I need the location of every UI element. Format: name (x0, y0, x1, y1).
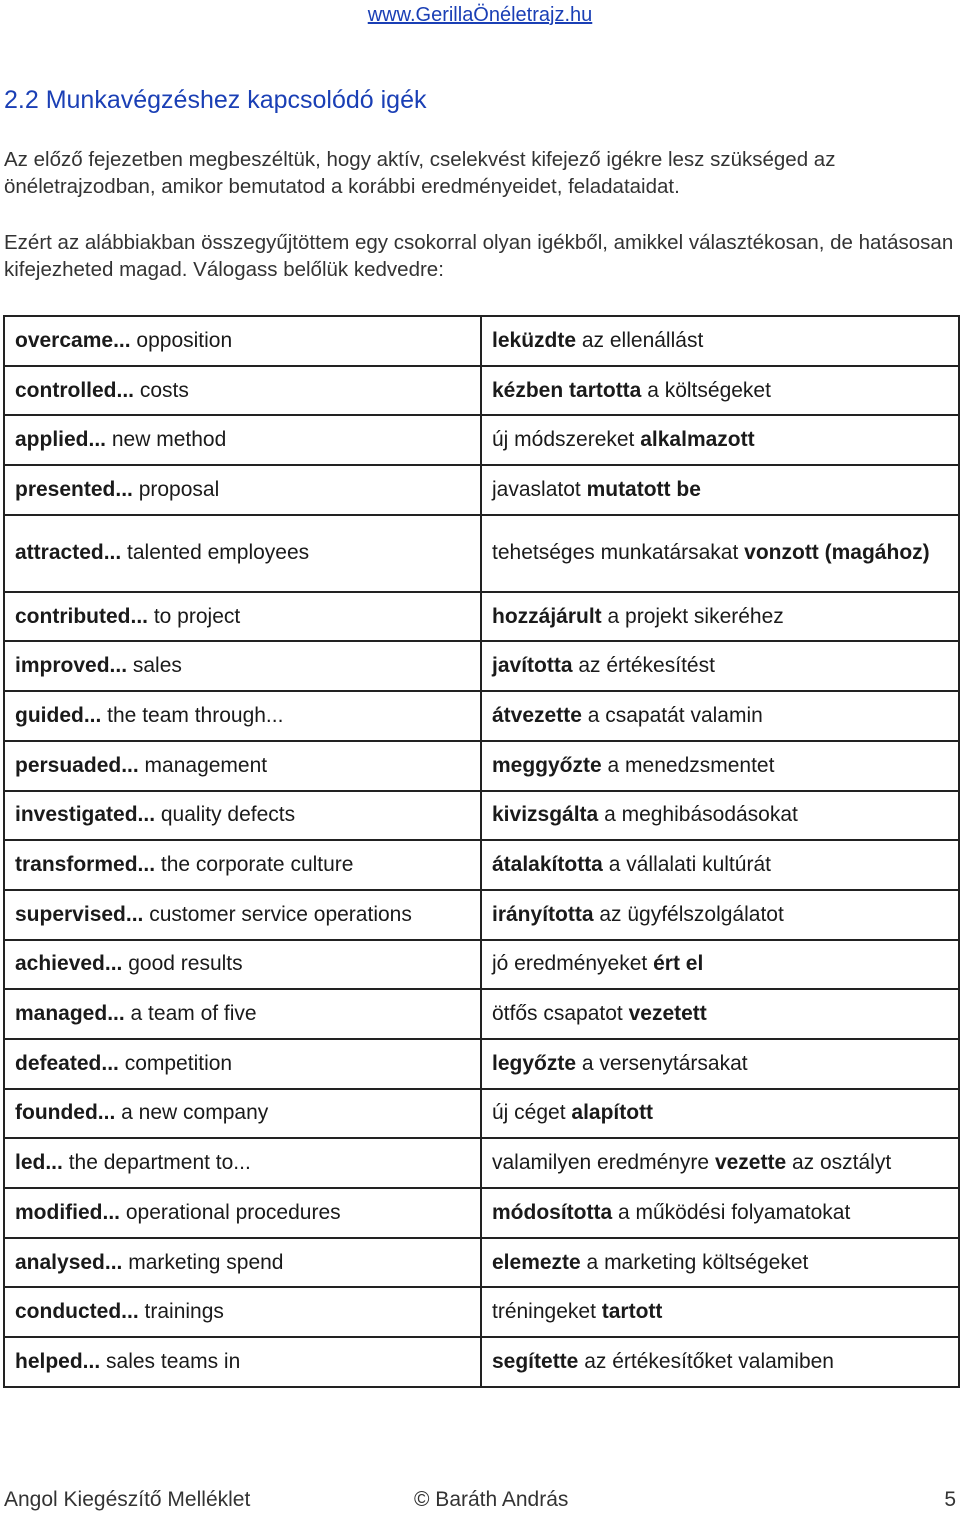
hungarian-verb: kézben tartotta (492, 378, 642, 402)
english-object: a team of five (124, 1002, 257, 1026)
hungarian-translation-cell (481, 316, 959, 366)
english-phrase-cell (4, 791, 481, 841)
verb-table (3, 315, 960, 1388)
table-row (4, 840, 959, 890)
hungarian-text: az ellenállást (576, 328, 704, 352)
english-object: costs (134, 378, 189, 402)
english-phrase-cell (4, 741, 481, 791)
table-row (4, 691, 959, 741)
hungarian-translation-cell (481, 1039, 959, 1089)
english-phrase-cell (4, 316, 481, 366)
table-row (4, 1337, 959, 1387)
english-phrase-cell (4, 1089, 481, 1139)
table-row (4, 741, 959, 791)
section-title: 2.2 Munkavégzéshez kapcsolódó igék (4, 86, 427, 114)
hungarian-verb: mutatott be (586, 477, 701, 501)
english-phrase-cell (4, 1287, 481, 1337)
hungarian-translation-cell (481, 1238, 959, 1288)
footer-document-name: Angol Kiegészítő Melléklet (4, 1488, 251, 1511)
hungarian-verb: vezetett (628, 1002, 707, 1026)
english-object: to project (148, 604, 241, 628)
hungarian-translation-cell (481, 1188, 959, 1238)
hungarian-text: az osztályt (786, 1151, 892, 1175)
hungarian-translation-cell (481, 415, 959, 465)
hungarian-verb: vonzott (magához) (744, 541, 930, 565)
english-verb: investigated... (15, 803, 156, 827)
table-row (4, 1287, 959, 1337)
hungarian-translation-cell (481, 741, 959, 791)
hungarian-text: a menedzsmentet (601, 753, 775, 777)
table-row (4, 641, 959, 691)
table-row (4, 1188, 959, 1238)
hungarian-text: a versenytársakat (576, 1051, 748, 1075)
english-verb: helped... (15, 1349, 101, 1373)
english-verb: supervised... (15, 902, 144, 926)
english-object: the team through... (101, 703, 284, 727)
english-verb: conducted... (15, 1300, 139, 1324)
english-verb: applied... (15, 428, 107, 452)
hungarian-text: a működési folyamatokat (612, 1200, 851, 1224)
hungarian-translation-cell (481, 592, 959, 642)
english-verb: controlled... (15, 378, 135, 402)
english-object: quality defects (155, 803, 296, 827)
english-verb: analysed... (15, 1250, 123, 1274)
table-row (4, 1138, 959, 1188)
english-verb: persuaded... (15, 753, 139, 777)
hungarian-translation-cell (481, 940, 959, 990)
english-phrase-cell (4, 641, 481, 691)
table-row (4, 940, 959, 990)
table-row (4, 415, 959, 465)
hungarian-translation-cell (481, 366, 959, 416)
english-phrase-cell (4, 890, 481, 940)
english-verb: founded... (15, 1101, 116, 1125)
hungarian-translation-cell (481, 791, 959, 841)
english-object: good results (122, 952, 243, 976)
english-object: competition (118, 1051, 233, 1075)
english-object: marketing spend (122, 1250, 284, 1274)
english-phrase-cell (4, 1238, 481, 1288)
hungarian-translation-cell (481, 465, 959, 515)
hungarian-text: javaslatot (492, 477, 587, 501)
english-verb: guided... (15, 703, 102, 727)
hungarian-verb: átalakította (492, 853, 603, 877)
page-footer (4, 1488, 956, 1518)
hungarian-translation-cell (481, 1089, 959, 1139)
english-phrase-cell (4, 465, 481, 515)
hungarian-verb: tartott (601, 1300, 663, 1324)
english-verb: led... (15, 1151, 63, 1175)
english-verb: defeated... (15, 1051, 119, 1075)
hungarian-verb: segítette (492, 1349, 579, 1373)
english-object: sales teams in (100, 1349, 241, 1373)
verb-table-body (4, 316, 959, 1387)
hungarian-text: a költségeket (641, 378, 771, 402)
table-row (4, 791, 959, 841)
english-phrase-cell (4, 940, 481, 990)
english-object: sales (127, 654, 182, 678)
hungarian-translation-cell (481, 1138, 959, 1188)
english-object: talented employees (121, 541, 310, 565)
english-object: a new company (115, 1101, 269, 1125)
hungarian-verb: hozzájárult (492, 604, 602, 628)
hungarian-verb: alapított (571, 1101, 654, 1125)
hungarian-verb: legyőzte (492, 1051, 577, 1075)
hungarian-text: az értékesítőket valamiben (578, 1349, 834, 1373)
english-object: trainings (138, 1300, 224, 1324)
instruction-paragraph: Ezért az alábbiakban összegyűjtöttem egy csokorral olyan igékből, amikkel választékosan, de hatásosan kifejezheted magad. Válogass belőlük kedvedre: (4, 231, 954, 281)
english-phrase-cell (4, 1337, 481, 1387)
hungarian-text: a meghibásodásokat (598, 803, 798, 827)
english-object: new method (106, 428, 227, 452)
hungarian-verb: átvezette (492, 703, 582, 727)
hungarian-text: tréningeket (492, 1300, 602, 1324)
hungarian-text: jó eredményeket (492, 952, 654, 976)
hungarian-verb: vezette (714, 1151, 787, 1175)
table-row (4, 989, 959, 1039)
hungarian-text: a marketing költségeket (580, 1250, 809, 1274)
table-row (4, 465, 959, 515)
table-row (4, 890, 959, 940)
table-row (4, 592, 959, 642)
table-row (4, 366, 959, 416)
hungarian-translation-cell (481, 840, 959, 890)
hungarian-text: valamilyen eredményre (492, 1151, 715, 1175)
english-object: customer service operations (143, 902, 412, 926)
table-row (4, 515, 959, 592)
english-verb: managed... (15, 1002, 125, 1026)
hungarian-verb: meggyőzte (492, 753, 602, 777)
hungarian-translation-cell (481, 890, 959, 940)
hungarian-verb: elemezte (492, 1250, 581, 1274)
hungarian-translation-cell (481, 691, 959, 741)
hungarian-text: a csapatát valamin (581, 703, 763, 727)
english-phrase-cell (4, 415, 481, 465)
english-object: the department to... (62, 1151, 251, 1175)
hungarian-text: az ügyfélszolgálatot (593, 902, 784, 926)
english-verb: transformed... (15, 853, 156, 877)
english-phrase-cell (4, 989, 481, 1039)
hungarian-translation-cell (481, 1337, 959, 1387)
site-link[interactable]: www.GerillaÖnéletrajz.hu (367, 4, 593, 26)
english-phrase-cell (4, 366, 481, 416)
english-object: the corporate culture (155, 853, 354, 877)
page-number: 5 (944, 1488, 956, 1511)
hungarian-translation-cell (481, 515, 959, 592)
hungarian-verb: kivizsgálta (492, 803, 599, 827)
hungarian-text: új módszereket (492, 428, 641, 452)
english-object: opposition (130, 328, 233, 352)
table-row (4, 1039, 959, 1089)
hungarian-verb: leküzdte (492, 328, 577, 352)
english-phrase-cell (4, 515, 481, 592)
hungarian-translation-cell (481, 641, 959, 691)
hungarian-text: ötfős csapatot (492, 1002, 629, 1026)
english-verb: improved... (15, 654, 128, 678)
english-object: proposal (132, 477, 220, 501)
english-verb: modified... (15, 1200, 120, 1224)
hungarian-verb: módosította (492, 1200, 613, 1224)
hungarian-translation-cell (481, 1287, 959, 1337)
hungarian-text: új céget (492, 1101, 572, 1125)
english-verb: attracted... (15, 541, 122, 565)
hungarian-text: tehetséges munkatársakat (492, 541, 745, 565)
english-verb: contributed... (15, 604, 148, 628)
hungarian-text: az értékesítést (572, 654, 715, 678)
english-phrase-cell (4, 1138, 481, 1188)
english-phrase-cell (4, 691, 481, 741)
table-row (4, 316, 959, 366)
english-object: operational procedures (120, 1200, 341, 1224)
hungarian-verb: alkalmazott (640, 428, 755, 452)
hungarian-verb: javította (492, 654, 573, 678)
english-phrase-cell (4, 592, 481, 642)
intro-paragraph: Az előző fejezetben megbeszéltük, hogy aktív, cselekvést kifejező igékre lesz szükséged az önéletrajzodban, amikor bemutatod a korábbi eredményeidet, feladataidat. (4, 148, 836, 198)
english-verb: overcame... (15, 328, 131, 352)
english-verb: achieved... (15, 952, 123, 976)
english-verb: presented... (15, 477, 133, 501)
hungarian-verb: ért el (653, 952, 704, 976)
hungarian-verb: irányította (492, 902, 594, 926)
hungarian-text: a vállalati kultúrát (602, 853, 771, 877)
table-row (4, 1238, 959, 1288)
english-phrase-cell (4, 1188, 481, 1238)
hungarian-translation-cell (481, 989, 959, 1039)
english-phrase-cell (4, 840, 481, 890)
english-phrase-cell (4, 1039, 481, 1089)
english-object: management (138, 753, 268, 777)
footer-copyright: © Baráth András (414, 1488, 569, 1511)
hungarian-text: a projekt sikeréhez (601, 604, 784, 628)
table-row (4, 1089, 959, 1139)
